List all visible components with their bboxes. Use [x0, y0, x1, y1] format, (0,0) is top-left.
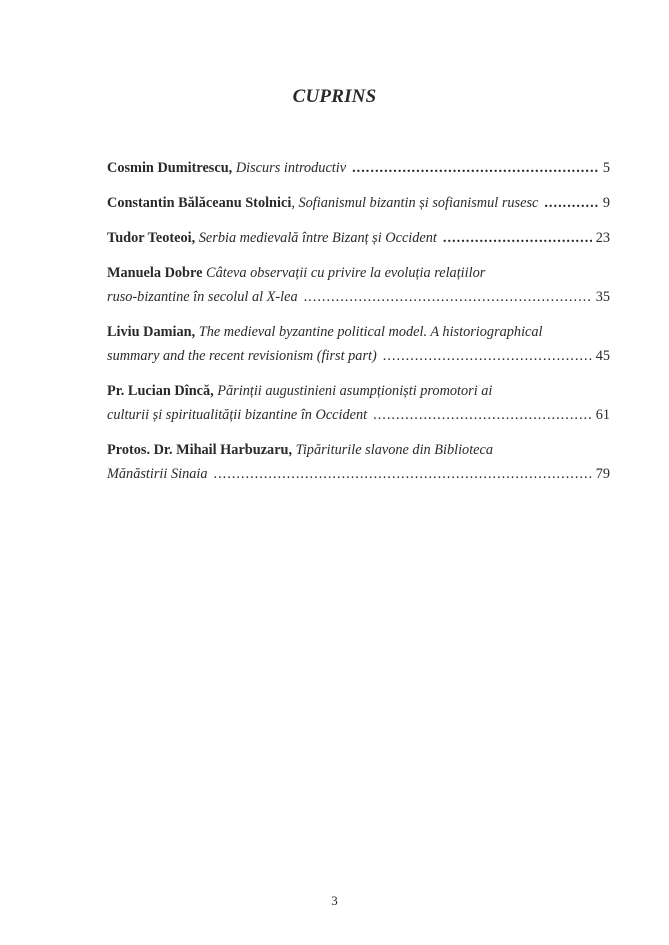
toc-title-text: Serbia medievală între Bizanț și Occident	[198, 230, 437, 246]
toc-entry[interactable]	[107, 265, 610, 313]
toc-title-text: The medieval byzantine political model. A historiographical	[198, 324, 543, 340]
toc-title-text: Tipăriturile slavone din Biblioteca	[295, 442, 494, 458]
leader-dots	[373, 407, 592, 424]
toc-title: CUPRINS	[292, 86, 377, 107]
leader-dots	[304, 289, 592, 306]
toc-entry[interactable]	[107, 442, 610, 490]
leader-dots	[352, 160, 599, 177]
toc-author: Liviu Damian,	[107, 324, 196, 340]
toc-title-text: Discurs introductiv	[235, 160, 347, 176]
toc-page-number: 23	[595, 230, 610, 246]
toc-entry[interactable]	[107, 324, 610, 372]
toc-page-number: 79	[595, 466, 610, 482]
toc-title-continuation: summary and the recent revisionism (first part)	[107, 348, 377, 364]
toc-author: Protos. Dr. Mihail Harbuzaru,	[107, 442, 293, 458]
leader-dots	[383, 348, 592, 365]
toc-page-number: 61	[595, 407, 610, 423]
toc-page-number: 45	[595, 348, 610, 364]
toc-title-continuation: culturii și spiritualității bizantine în Occident	[107, 407, 368, 423]
leader-dots	[443, 230, 592, 247]
leader-dots	[213, 466, 591, 483]
toc-page-number: 5	[602, 160, 610, 176]
toc-author: Manuela Dobre	[107, 265, 203, 281]
table-of-contents	[107, 160, 610, 501]
toc-author: Pr. Lucian Dîncă,	[107, 383, 214, 399]
toc-page-number: 9	[602, 195, 610, 211]
leader-dots	[544, 195, 598, 212]
toc-title-continuation: Mănăstirii Sinaia	[107, 466, 208, 482]
toc-entry[interactable]	[107, 383, 610, 431]
toc-title-text: , Sofianismul bizantin și sofianismul rusesc	[291, 195, 539, 211]
toc-title-text: Părinții augustinieni asumpționiști promotori ai	[217, 383, 493, 399]
toc-author: Cosmin Dumitrescu,	[107, 160, 233, 176]
toc-entry[interactable]	[107, 195, 610, 219]
page-number: 3	[331, 893, 338, 908]
toc-title-continuation: ruso-bizantine în secolul al X-lea	[107, 289, 298, 305]
toc-title-text: Câteva observații cu privire la evoluția relațiilor	[206, 265, 486, 281]
toc-entry[interactable]	[107, 230, 610, 254]
toc-page-number: 35	[595, 289, 610, 305]
toc-entry[interactable]	[107, 160, 610, 184]
toc-author: Tudor Teoteoi,	[107, 230, 196, 246]
toc-author: Constantin Bălăceanu Stolnici	[107, 195, 292, 211]
